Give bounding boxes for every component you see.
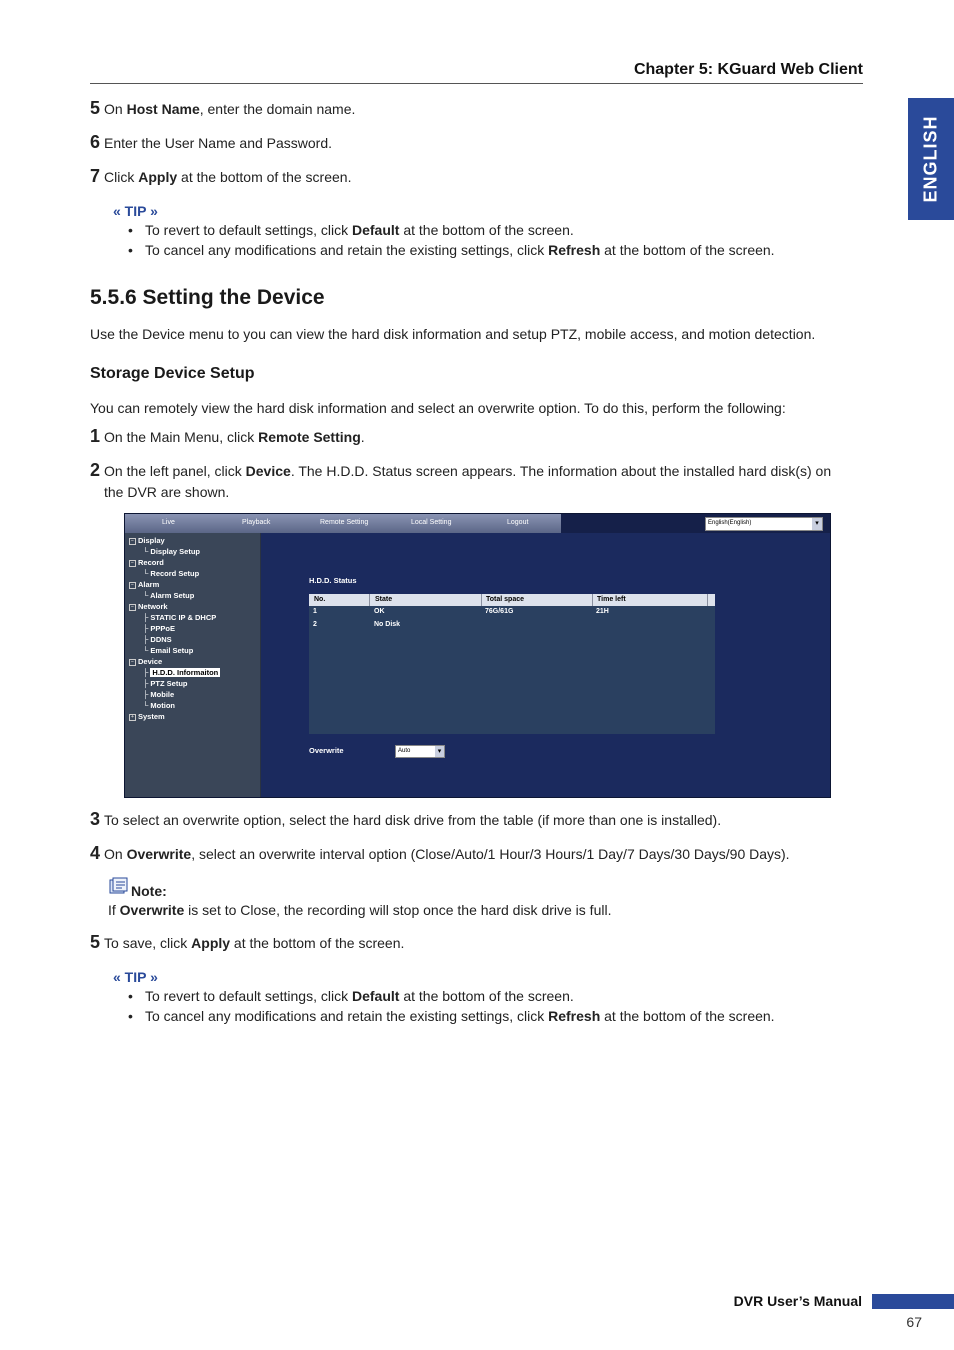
nav-local-setting[interactable]: Local Setting (411, 519, 452, 526)
collapse-icon: − (129, 560, 136, 567)
hdd-status-title: H.D.D. Status (309, 576, 357, 585)
tip-bullet: • To cancel any modifications and retain the existing settings, click Refresh at the bottom of the screen. (128, 242, 775, 258)
page-number: 67 (906, 1314, 922, 1330)
col-state: State (375, 596, 393, 603)
step-5-top: 5 On Host Name, enter the domain name. (90, 98, 356, 118)
step-3: 3 To select an overwrite option, select the hard disk drive from the table (if more than one is installed). (90, 809, 722, 829)
tree-item-motion[interactable]: └ Motion (143, 701, 175, 710)
tree-item-device[interactable]: − Device (129, 657, 162, 666)
tree-item-record[interactable]: − Record (129, 558, 164, 567)
header-rule (90, 83, 863, 84)
collapse-icon: − (129, 659, 136, 666)
nav-logout[interactable]: Logout (507, 519, 529, 526)
tip-bullet: • To revert to default settings, click Default at the bottom of the screen. (128, 988, 574, 1004)
tree-item-display[interactable]: − Display (129, 536, 165, 545)
tree-item-static-ip[interactable]: ├ STATIC IP & DHCP (143, 613, 217, 622)
chapter-title: Chapter 5: KGuard Web Client (633, 61, 863, 78)
tip-label: « TIP » (113, 203, 158, 219)
tree-item-ddns[interactable]: ├ DDNS (143, 635, 172, 644)
collapse-icon: − (129, 582, 136, 589)
tip-bullet: • To revert to default settings, click Default at the bottom of the screen. (128, 222, 574, 238)
table-row-1-state: OK (374, 608, 385, 615)
step-2-line2: the DVR are shown. (104, 484, 230, 500)
chevron-down-icon: ▾ (812, 518, 822, 530)
tree-item-display-setup[interactable]: └ Display Setup (143, 547, 201, 556)
overwrite-label: Overwrite (309, 746, 344, 755)
tree-item-mobile[interactable]: ├ Mobile (143, 690, 175, 699)
table-row-1-space: 76G/61G (485, 608, 514, 615)
overwrite-select[interactable]: Auto ▾ (395, 745, 445, 758)
nav-live[interactable]: Live (162, 519, 175, 526)
tip-label: « TIP » (113, 969, 158, 985)
section-intro: Use the Device menu to you can view the hard disk information and setup PTZ, mobile access, and motion detection. (90, 326, 816, 342)
nav-remote-setting[interactable]: Remote Setting (320, 519, 369, 526)
chevron-down-icon: ▾ (435, 746, 444, 757)
tree-item-system[interactable]: + System (129, 712, 165, 721)
col-time-left: Time left (597, 596, 626, 603)
step-5-bottom: 5 To save, click Apply at the bottom of the screen. (90, 932, 405, 952)
col-total-space: Total space (486, 596, 524, 603)
step-1: 1 On the Main Menu, click Remote Setting. (90, 426, 365, 446)
language-tab (908, 98, 954, 220)
table-row-2-no: 2 (313, 621, 317, 628)
tree-item-network[interactable]: − Network (129, 602, 168, 611)
step-4: 4 On Overwrite, select an overwrite interval option (Close/Auto/1 Hour/3 Hours/1 Day/7 Days/30 Days/90 Days). (90, 843, 790, 863)
tree-item-hdd-info[interactable]: ├ H.D.D. Informaiton (143, 668, 219, 677)
tip-bullet: • To cancel any modifications and retain the existing settings, click Refresh at the bottom of the screen. (128, 1008, 775, 1024)
tree-item-record-setup[interactable]: └ Record Setup (143, 569, 200, 578)
footer-bar (872, 1294, 954, 1309)
manual-title: DVR User’s Manual (733, 1293, 862, 1309)
step-7: 7 Click Apply at the bottom of the screen. (90, 166, 352, 186)
tree-item-alarm[interactable]: − Alarm (129, 580, 159, 589)
subsection-title: Storage Device Setup (90, 365, 255, 382)
collapse-icon: − (129, 538, 136, 545)
table-row-2-state: No Disk (374, 621, 401, 628)
expand-icon: + (129, 714, 136, 721)
language-select[interactable]: English(English) ▾ (705, 517, 823, 531)
tree-item-ptz-setup[interactable]: ├ PTZ Setup (143, 679, 188, 688)
note-text: If Overwrite is set to Close, the recording will stop once the hard disk drive is full. (108, 902, 612, 918)
settings-tree (125, 533, 261, 797)
note-icon (108, 877, 130, 895)
hdd-status-table[interactable] (309, 594, 715, 734)
step-2: 2 On the left panel, click Device. The H.D.D. Status screen appears. The information about the installed hard disk(s) on (90, 460, 832, 480)
table-row-1-time: 21H (596, 608, 609, 615)
nav-playback[interactable]: Playback (242, 519, 271, 526)
tree-item-pppoe[interactable]: ├ PPPoE (143, 624, 175, 633)
subsection-intro: You can remotely view the hard disk information and select an overwrite option. To do this, perform the following: (90, 400, 786, 416)
note-title: Note: (131, 883, 167, 899)
tree-item-alarm-setup[interactable]: └ Alarm Setup (143, 591, 195, 600)
dvr-web-client-screenshot (124, 513, 831, 798)
section-title: 5.5.6 Setting the Device (90, 286, 325, 309)
tree-item-email-setup[interactable]: └ Email Setup (143, 646, 194, 655)
table-header (309, 594, 715, 606)
collapse-icon: − (129, 604, 136, 611)
col-no: No. (314, 596, 326, 603)
main-nav (125, 514, 561, 533)
step-6: 6 Enter the User Name and Password. (90, 132, 333, 152)
language-tab-label: ENGLISH (920, 115, 941, 203)
table-row-1-no: 1 (313, 608, 317, 615)
